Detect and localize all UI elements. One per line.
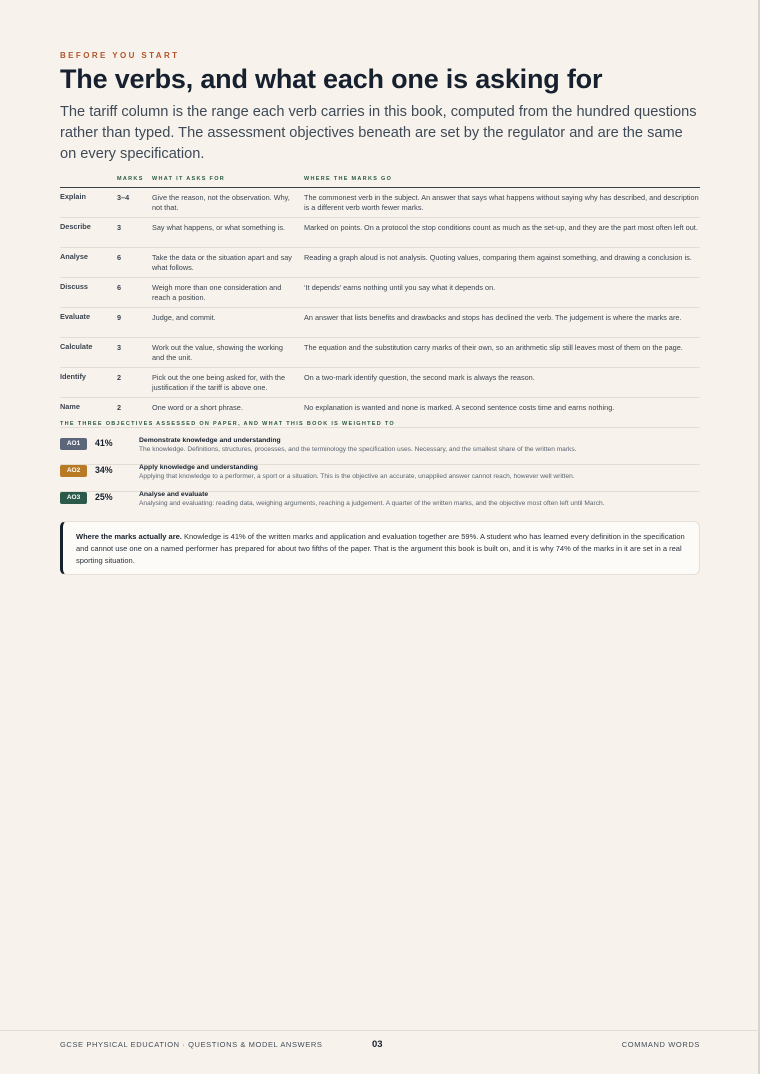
callout-body: Knowledge is 41% of the written marks and application and evaluation together are 59%. A student who has learned every definition in the specification and cannot use one on a named performer has prepared for about two fifths of the paper. That is the argument this book is built on, and it is why 74% of the marks in it are set in a real sporting situation. — [76, 532, 685, 566]
table-row — [60, 278, 700, 308]
verb-cell: Explain — [60, 188, 117, 218]
section-eyebrow: BEFORE YOU START — [60, 51, 180, 60]
objective-row — [60, 437, 700, 465]
footer-book-title: GCSE PHYSICAL EDUCATION · QUESTIONS & MODEL ANSWERS — [60, 1040, 323, 1049]
marks-cell: 3 — [117, 218, 152, 248]
asks-cell: Say what happens, or what something is. — [152, 218, 304, 248]
table-row — [60, 338, 700, 368]
asks-cell: Judge, and commit. — [152, 308, 304, 338]
marks-cell: 3 — [117, 338, 152, 368]
verb-cell: Discuss — [60, 278, 117, 308]
where-cell: The equation and the substitution carry marks of their own, so an arithmetic slip still leaves most of them on the page. — [304, 338, 700, 368]
verb-cell: Identify — [60, 368, 117, 398]
objective-description: Analysing and evaluating: reading data, weighing arguments, reaching a judgement. A quarter of the written marks, and the objective most often left until March. — [139, 500, 605, 507]
table-header-row — [60, 174, 700, 188]
column-header-verb — [60, 174, 117, 188]
asks-cell: Pick out the one being asked for, with the justification if the tariff is above one. — [152, 368, 304, 398]
marks-cell: 3–4 — [117, 188, 152, 218]
table-row — [60, 368, 700, 398]
asks-cell: One word or a short phrase. — [152, 398, 304, 428]
table-row — [60, 188, 700, 218]
verb-cell: Describe — [60, 218, 117, 248]
objective-description: Applying that knowledge to a performer, a sport or a situation. This is the objective an accurate, unapplied answer cannot reach, however well written. — [139, 473, 575, 480]
where-cell: On a two-mark identify question, the second mark is always the reason. — [304, 368, 700, 398]
verb-cell: Name — [60, 398, 117, 428]
objective-badge: AO1 — [60, 438, 87, 450]
where-cell: No explanation is wanted and none is marked. A second sentence costs time and earns nothing. — [304, 398, 700, 428]
asks-cell: Weigh more than one consideration and reach a position. — [152, 278, 304, 308]
callout-lead: Where the marks actually are. — [76, 532, 182, 541]
objective-badge: AO2 — [60, 465, 87, 477]
column-header-marks: MARKS — [117, 174, 152, 188]
footer-rule — [0, 1030, 760, 1031]
page-title: The verbs, and what each one is asking for — [60, 64, 603, 94]
objective-description: The knowledge. Definitions, structures, processes, and the terminology the specification uses. Necessary, and the smallest share of the written marks. — [139, 446, 577, 453]
table-row — [60, 218, 700, 248]
marks-cell: 9 — [117, 308, 152, 338]
asks-cell: Work out the value, showing the working and the unit. — [152, 338, 304, 368]
objective-percent: 25% — [95, 492, 113, 502]
objective-row — [60, 464, 700, 492]
table-row — [60, 248, 700, 278]
where-cell: An answer that lists benefits and drawbacks and stops has declined the verb. The judgement is where the marks are. — [304, 308, 700, 338]
where-cell: Reading a graph aloud is not analysis. Quoting values, comparing them against something, and drawing a conclusion is. — [304, 248, 700, 278]
table-row — [60, 308, 700, 338]
objectives-heading: THE THREE OBJECTIVES ASSESSED ON PAPER, AND WHAT THIS BOOK IS WEIGHTED TO — [60, 421, 395, 427]
asks-cell: Take the data or the situation apart and say what follows. — [152, 248, 304, 278]
verb-cell: Calculate — [60, 338, 117, 368]
where-cell: The commonest verb in the subject. An answer that says what happens without saying why has described, and description is a different verb worth fewer marks. — [304, 188, 700, 218]
marks-cell: 6 — [117, 278, 152, 308]
objective-title: Analyse and evaluate — [139, 491, 209, 498]
objective-percent: 41% — [95, 438, 113, 448]
marks-cell: 2 — [117, 368, 152, 398]
asks-cell: Give the reason, not the observation. Why, not that. — [152, 188, 304, 218]
column-header-where: WHERE THE MARKS GO — [304, 174, 700, 188]
verb-cell: Analyse — [60, 248, 117, 278]
command-verbs-table — [60, 174, 700, 428]
marks-callout — [60, 521, 700, 575]
objective-title: Demonstrate knowledge and understanding — [139, 437, 281, 444]
column-header-asks: WHAT IT ASKS FOR — [152, 174, 304, 188]
objective-title: Apply knowledge and understanding — [139, 464, 258, 471]
where-cell: ‘It depends’ earns nothing until you say what it depends on. — [304, 278, 700, 308]
objective-badge: AO3 — [60, 492, 87, 504]
marks-cell: 2 — [117, 398, 152, 428]
verb-cell: Evaluate — [60, 308, 117, 338]
intro-paragraph: The tariff column is the range each verb carries in this book, computed from the hundred questions rather than typed. The assessment objectives beneath are set by the regulator and are the same on every specification. — [60, 104, 697, 162]
page-number: 03 — [372, 1039, 383, 1050]
objective-row — [60, 491, 700, 518]
marks-cell: 6 — [117, 248, 152, 278]
where-cell: Marked on points. On a protocol the stop conditions count as much as the set-up, and they are the part most often left out. — [304, 218, 700, 248]
objective-percent: 34% — [95, 465, 113, 475]
footer-section-name: COMMAND WORDS — [621, 1040, 700, 1049]
